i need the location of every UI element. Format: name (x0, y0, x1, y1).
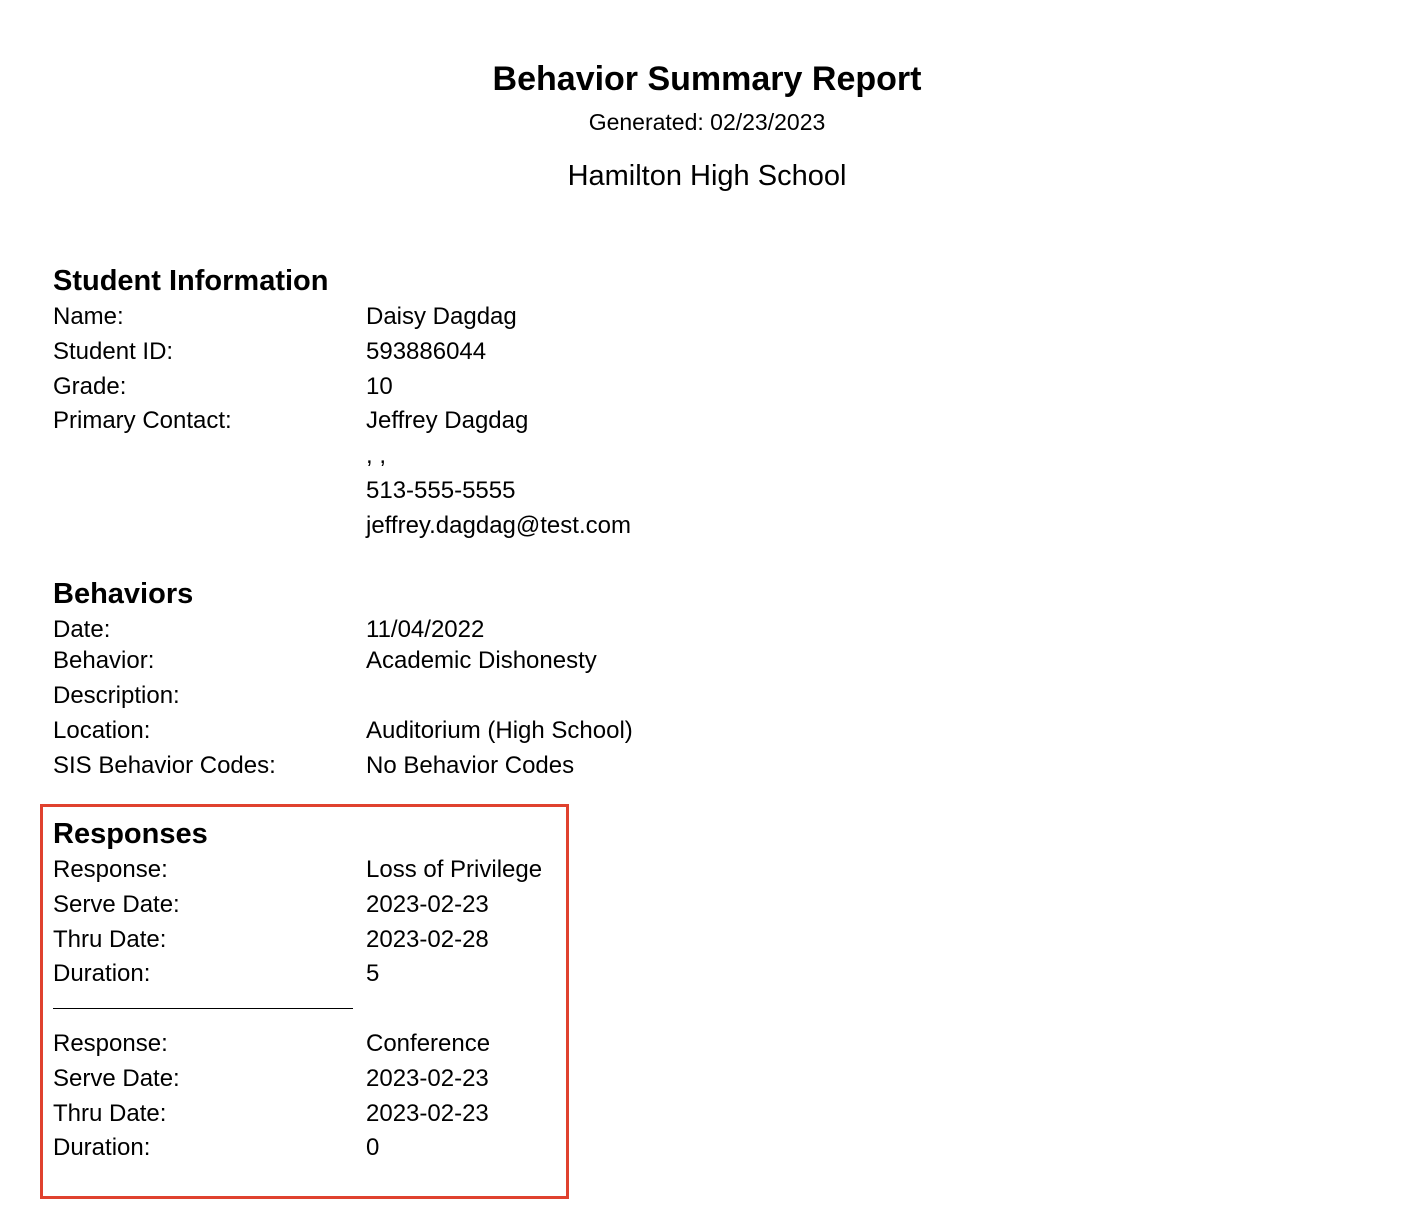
field-label: Grade: (53, 373, 127, 400)
response-divider (53, 1008, 353, 1009)
field-label: Response: (53, 1030, 168, 1057)
field-label: SIS Behavior Codes: (53, 752, 276, 779)
thru-date: 2023-02-28 (366, 926, 489, 953)
field-label: Thru Date: (53, 1100, 167, 1127)
section-heading-behaviors: Behaviors (53, 578, 194, 610)
field-label: Student ID: (53, 338, 174, 365)
serve-date: 2023-02-23 (366, 1065, 489, 1092)
field-label: Name: (53, 303, 124, 330)
field-label: Primary Contact: (53, 407, 232, 434)
field-label: Behavior: (53, 647, 155, 674)
thru-date: 2023-02-23 (366, 1100, 489, 1127)
duration: 0 (366, 1134, 380, 1161)
report-title: Behavior Summary Report (492, 60, 922, 98)
field-label: Description: (53, 682, 180, 709)
contact-email: jeffrey.dagdag@test.com (366, 512, 631, 539)
field-label: Thru Date: (53, 926, 167, 953)
generated-date: Generated: 02/23/2023 (588, 109, 826, 135)
contact-address: , , (366, 442, 387, 469)
field-label: Date: (53, 616, 111, 643)
student-grade: 10 (366, 373, 393, 400)
field-label: Serve Date: (53, 1065, 180, 1092)
response-type: Conference (366, 1030, 491, 1057)
field-label: Serve Date: (53, 891, 180, 918)
duration: 5 (366, 960, 380, 987)
behavior-name: Academic Dishonesty (366, 647, 597, 674)
student-id: 593886044 (366, 338, 487, 365)
section-heading-student-information: Student Information (53, 265, 329, 297)
behavior-location: Auditorium (High School) (366, 717, 633, 744)
field-label: Duration: (53, 1134, 151, 1161)
sis-behavior-codes: No Behavior Codes (366, 752, 575, 779)
behavior-date: 11/04/2022 (366, 616, 485, 643)
field-label: Response: (53, 856, 168, 883)
field-label: Duration: (53, 960, 151, 987)
field-label: Location: (53, 717, 151, 744)
contact-name: Jeffrey Dagdag (366, 407, 529, 434)
school-name: Hamilton High School (567, 160, 847, 192)
contact-phone: 513-555-5555 (366, 477, 516, 504)
response-type: Loss of Privilege (366, 856, 543, 883)
serve-date: 2023-02-23 (366, 891, 489, 918)
section-heading-responses: Responses (53, 818, 208, 850)
student-name: Daisy Dagdag (366, 303, 517, 330)
